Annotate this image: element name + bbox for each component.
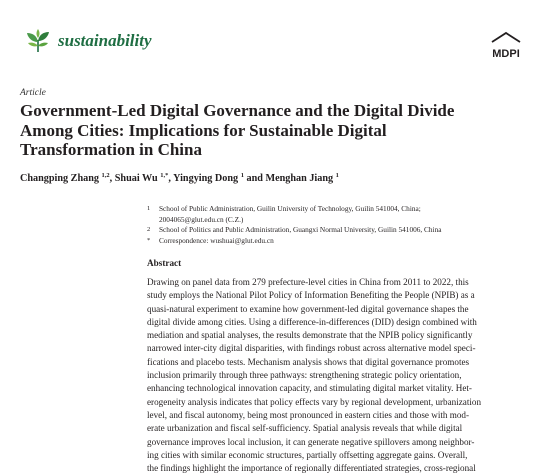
- author-name[interactable]: Shuai Wu $^{1,*}$: [114, 172, 169, 184]
- svg-text:MDPI: MDPI: [492, 48, 520, 60]
- abstract-line: the findings highlight the importance of regionally differentiated strategies, cross-regional: [147, 463, 476, 474]
- journal-name: sustainability: [58, 31, 152, 50]
- abstract-line: narrowed inter-city digital disparities, with findings robust across alternative model speci-: [147, 343, 476, 354]
- abstract-line: governance improves local inclusion, it can generate negative spillovers among neighbor-: [147, 436, 475, 447]
- abstract-line: erogeneity analysis indicates that policy effects vary by regional development, urbanization: [147, 396, 482, 407]
- affiliation-item: 1 School of Public Administration, Guilin University of Technology, Guilin 541004, China; 2004065@glut.edu.cn (C.Z.): [147, 204, 537, 225]
- email-link[interactable]: 2004065@glut.edu.cn (C.Z.): [159, 214, 244, 224]
- affiliation-item: 2 School of Politics and Public Administration, Guangxi Normal University, Guilin 541006, China: [147, 225, 442, 235]
- abstract-line: erate urbanization and fiscal self-sufficiency. Spatial analysis reveals that while digital: [147, 423, 463, 434]
- abstract-line: Drawing on panel data from 279 prefecture-level cities in China from 2011 to 2022, this: [147, 277, 469, 287]
- abstract-line: digital divide among cities. Using a difference-in-differences (DID) design combined with: [147, 316, 477, 327]
- author-name[interactable]: Changping Zhang $^{1,2}$: [20, 172, 110, 184]
- title-line: Transformation in China: [20, 140, 202, 160]
- journal-logo[interactable]: [24, 28, 152, 54]
- affiliations: [147, 204, 537, 246]
- mdpi-logo-icon: [486, 30, 526, 60]
- abstract-line: fications and placebo tests. Mechanism analysis shows that digital governance promotes: [147, 356, 470, 367]
- correspondence[interactable]: * Correspondence: wushuai@glut.edu.cn: [147, 235, 274, 245]
- abstract-line: quasi-natural experiment to examine how government-led digital governance shapes the: [147, 303, 469, 314]
- author-name[interactable]: Menghan Jiang $^1$: [265, 172, 339, 184]
- title-line: Government-Led Digital Governance and the Digital Divide: [20, 101, 455, 120]
- article-type: Article: [20, 88, 46, 98]
- abstract-line: inclusion primarily through three pathways: strengthening strategic policy orientation,: [147, 370, 462, 381]
- abstract-line: enhancing technological innovation capacity, and stimulating digital market vitality. Het-: [147, 383, 472, 394]
- leaf-icon: [24, 28, 52, 54]
- abstract-line: study employs the National Pilot Policy of Information Benefiting the People (NPIB) as a: [147, 290, 475, 301]
- title-line: Among Cities: Implications for Sustainable Digital: [20, 120, 387, 140]
- abstract-body: [147, 276, 540, 475]
- author-list: Changping Zhang $^{1,2}$, Shuai Wu $^{1,*}$, Yingying Dong $^1$ and Menghan Jiang $^1$: [20, 172, 339, 184]
- abstract-line: level, and fiscal autonomy, being most pronounced in eastern cities and those with mod-: [147, 409, 469, 420]
- author-name[interactable]: Yingying Dong $^1$: [173, 172, 244, 184]
- abstract-line: ing cities with similar economic structures, partially offsetting aggregate gains. Overall,: [147, 449, 468, 460]
- article-title: [20, 101, 540, 160]
- abstract-heading: Abstract: [147, 258, 182, 268]
- abstract-line: mediation and spatial analyses, the results demonstrate that the NPIB policy significantly: [147, 330, 473, 341]
- publisher-logo[interactable]: [486, 30, 526, 60]
